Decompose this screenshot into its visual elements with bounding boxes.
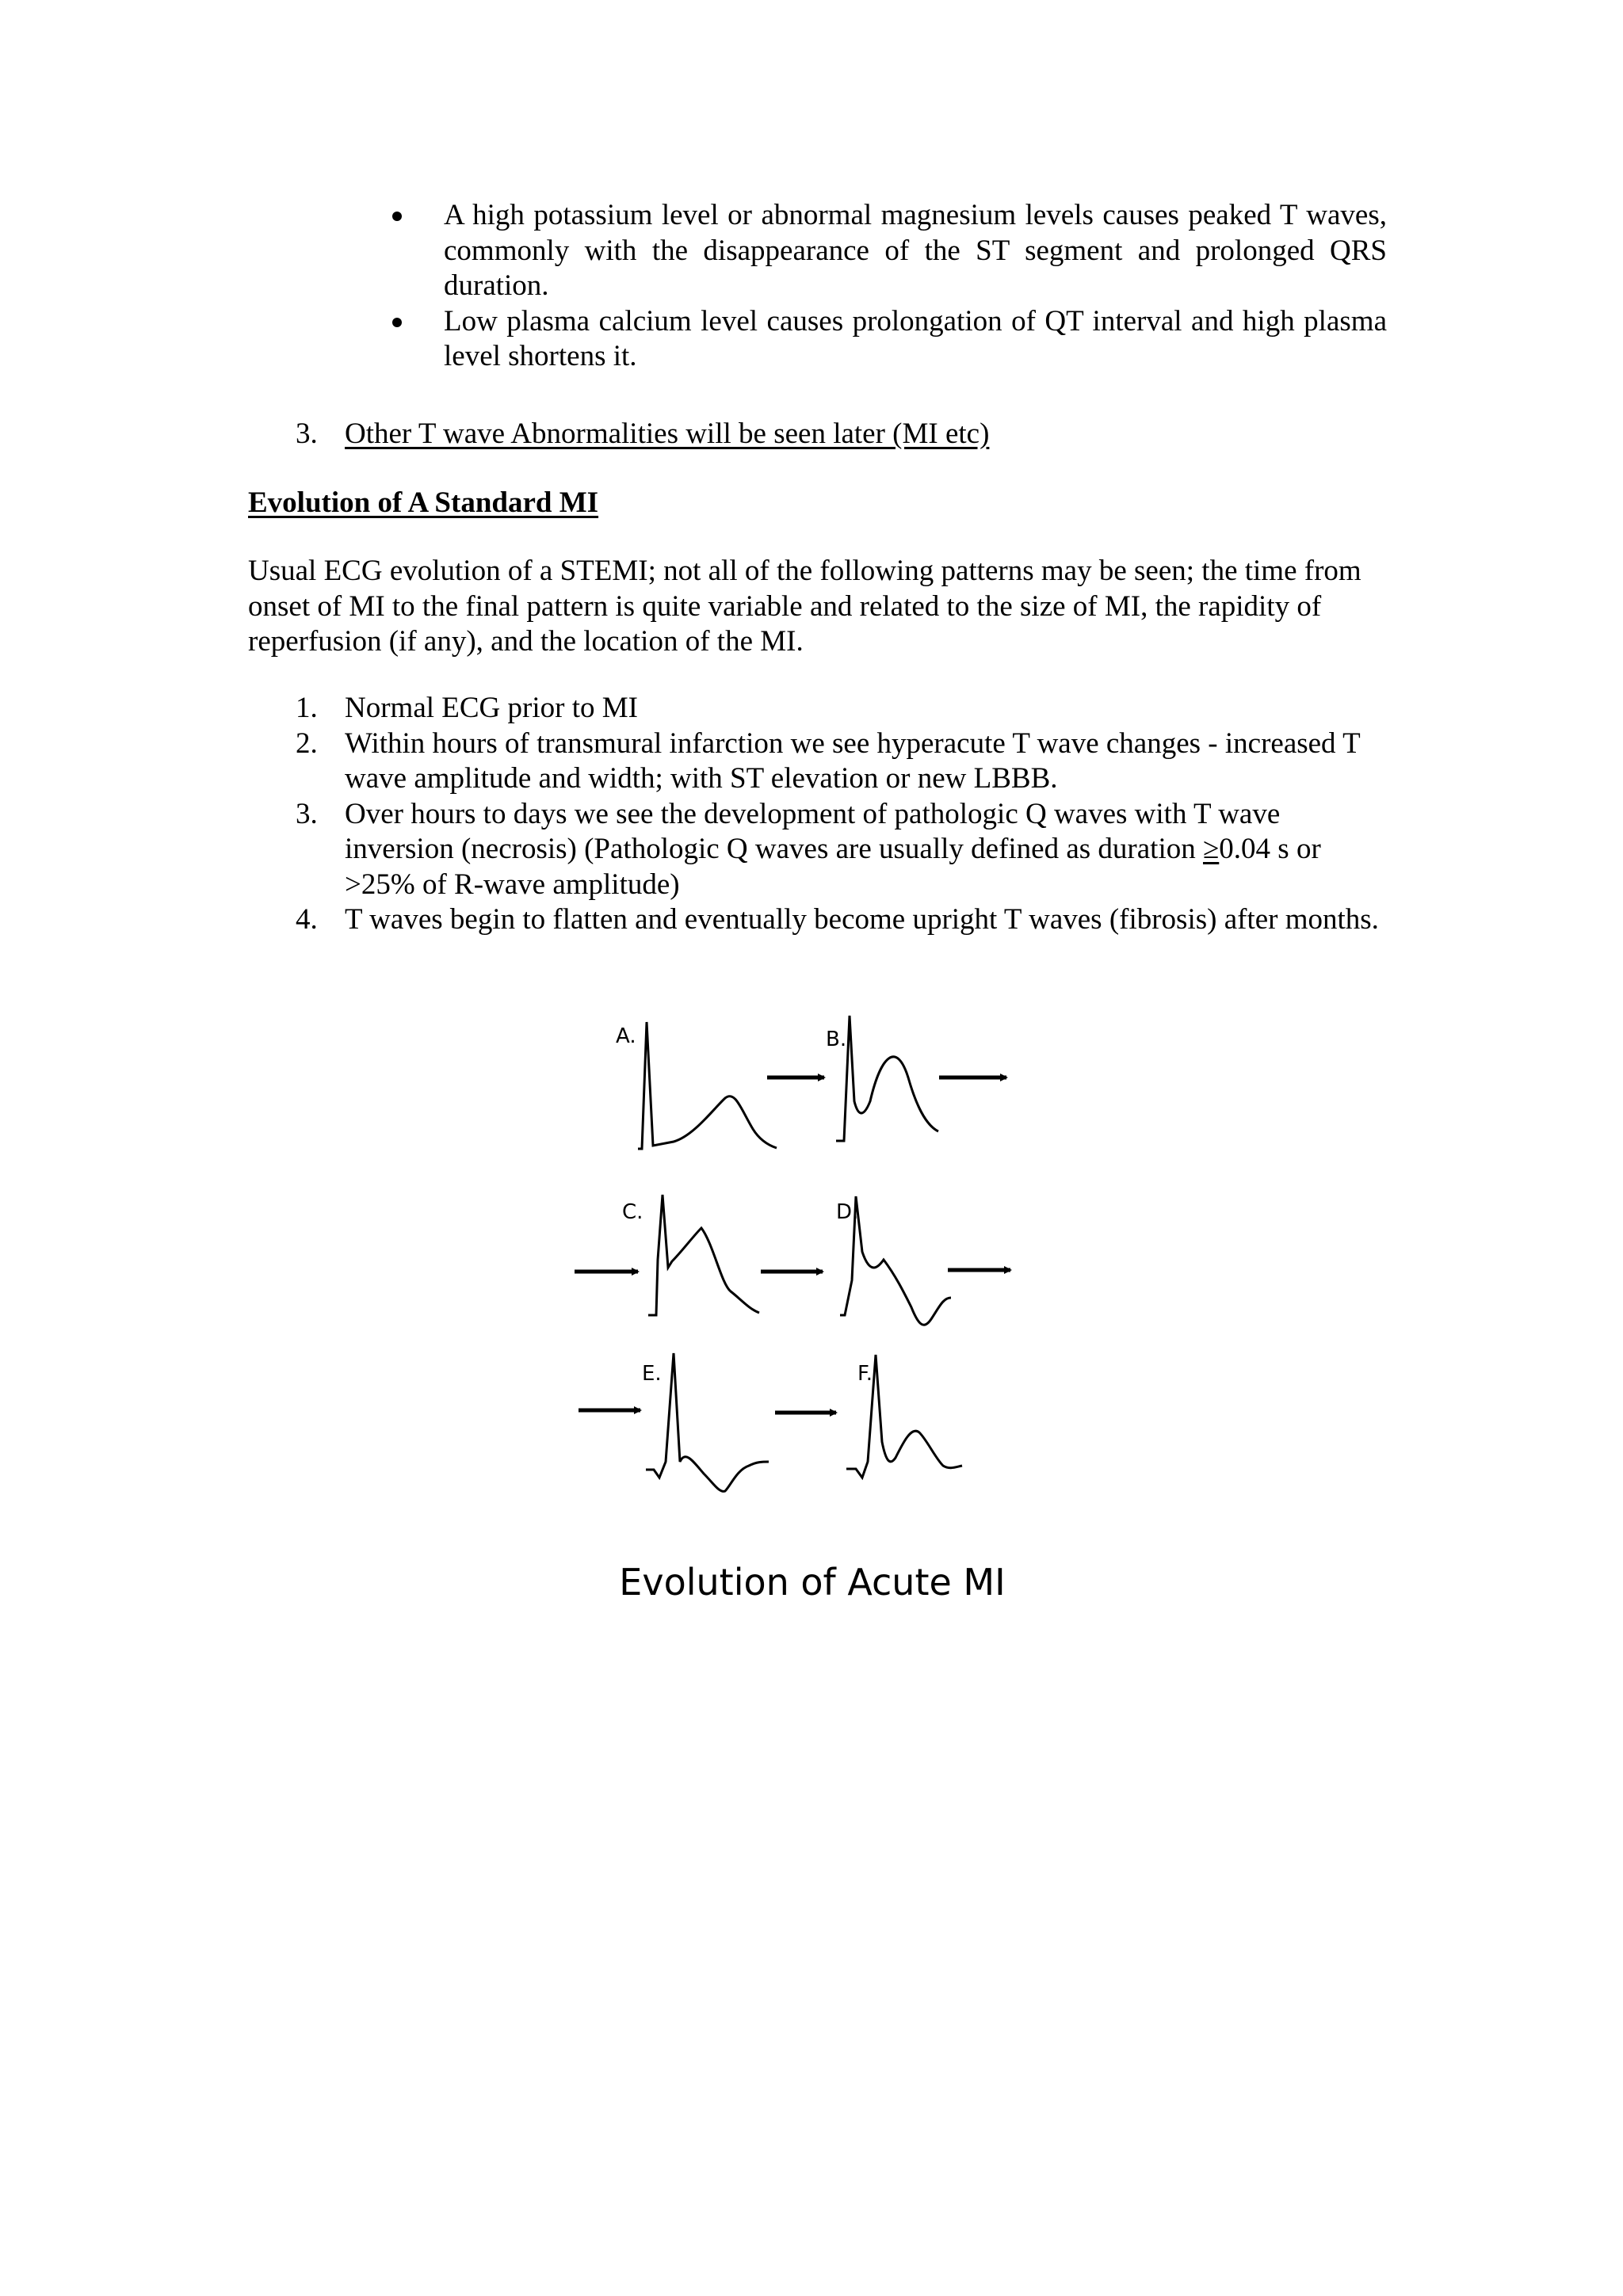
step-number: 2. <box>296 727 318 760</box>
step-text <box>345 798 1321 901</box>
ecg-trace-b <box>836 1016 938 1141</box>
step-number: 3. <box>296 797 318 830</box>
panel-label-a: A. <box>616 1024 636 1048</box>
step-text: Within hours of transmural infarction we see hyperacute T wave changes - increased T wave amplitude and width; with ST elevation or new LBBB. <box>345 727 1361 795</box>
step-number: 1. <box>296 692 318 724</box>
step-text: T waves begin to flatten and eventually become upright T waves (fibrosis) after months. <box>345 903 1379 936</box>
ecg-evolution-figure <box>555 998 1070 1616</box>
item-text: Other T wave Abnormalities will be seen later (MI etc) <box>345 418 990 450</box>
item-number: 3. <box>296 418 318 450</box>
intro-paragraph: Usual ECG evolution of a STEMI; not all of the following patterns may be seen; the time from onset of MI to the final pattern is quite variable and related to the size of MI, the rapidity of reperfusion (if any), and the location of the MI. <box>248 555 1361 658</box>
step-item <box>296 902 1395 938</box>
panel-label-c: C. <box>622 1200 643 1224</box>
section-heading: Evolution of A Standard MI <box>248 486 599 519</box>
bullet-dot <box>392 212 402 221</box>
step-item <box>296 691 1395 727</box>
step-item <box>296 727 1395 797</box>
panel-label-d: D. <box>836 1200 859 1224</box>
step-number: 4. <box>296 903 318 936</box>
ecg-trace-a <box>638 1022 777 1149</box>
numbered-item-3 <box>296 417 989 452</box>
step-text: Normal ECG prior to MI <box>345 692 638 724</box>
ecg-diagram <box>555 998 1070 1553</box>
bullet-dot <box>392 318 402 327</box>
evolution-steps-list <box>296 691 1395 938</box>
panel-label-e: E. <box>642 1362 662 1386</box>
bullet-text: Low plasma calcium level causes prolongation of QT interval and high plasma level shortens it. <box>444 304 1387 372</box>
bullet-item-potassium <box>386 198 1387 304</box>
step-text-before: Over hours to days we see the development of pathologic Q waves with T wave inversion (necrosis) (Pathologic Q waves are usually defined as duration <box>345 797 1281 865</box>
ge-symbol: ≥ <box>1202 833 1220 865</box>
panel-label-f: F. <box>857 1362 873 1386</box>
bullet-text: A high potassium level or abnormal magnesium levels causes peaked T waves, commonly with the disappearance of the ST segment and prolonged QRS duration. <box>444 199 1387 302</box>
figure-caption: Evolution of Acute MI <box>619 1561 1006 1604</box>
ecg-trace-c <box>648 1195 759 1315</box>
bullet-item-calcium <box>386 304 1387 375</box>
ecg-trace-e <box>646 1353 769 1491</box>
step-text-after: 0.04 s or >25% of R-wave amplitude) <box>345 833 1321 901</box>
panel-label-b: B. <box>826 1028 847 1051</box>
bullet-list <box>386 198 1387 375</box>
step-item <box>296 797 1395 903</box>
